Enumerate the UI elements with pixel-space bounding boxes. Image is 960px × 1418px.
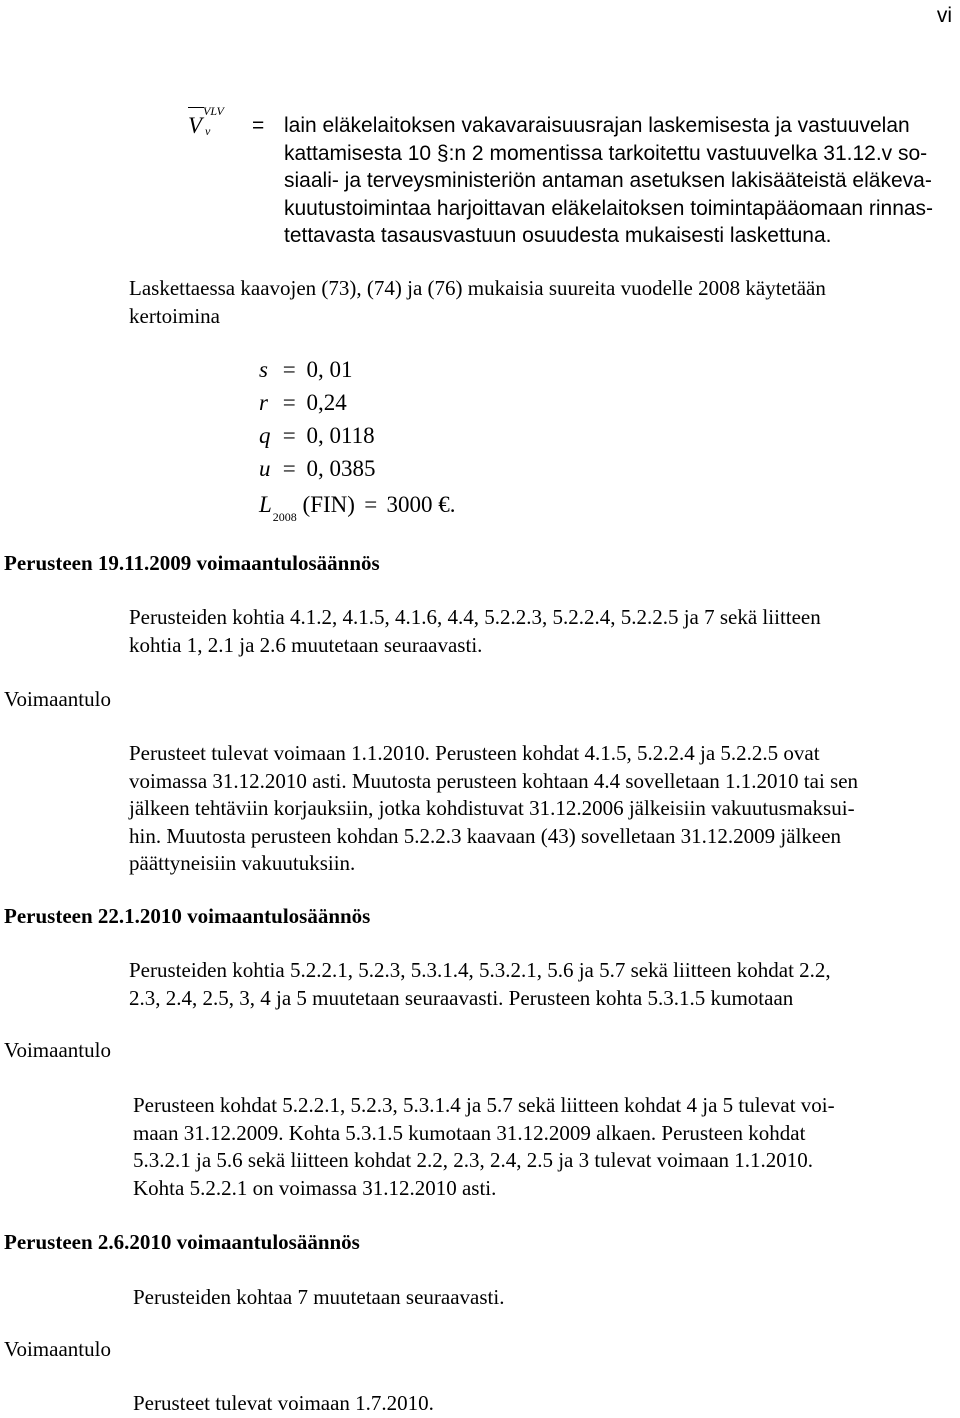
section-paragraph bbox=[133, 1092, 835, 1202]
paragraph-line: Perusteet tulevat voimaan 1.7.2010. bbox=[133, 1391, 434, 1415]
side-label-voimaantulo: Voimaantulo bbox=[4, 1337, 111, 1361]
definition-symbol bbox=[186, 104, 234, 144]
symbol-subscript: v bbox=[205, 124, 211, 138]
paragraph-line: Perusteiden kohtia 4.1.2, 4.1.5, 4.1.6, 4.4, 5.2.2.3, 5.2.2.4, 5.2.2.5 ja 7 sekä liitteen bbox=[129, 605, 821, 629]
paragraph-line: 2.3, 2.4, 2.5, 3, 4 ja 5 muutetaan seuraavasti. Perusteen kohta 5.3.1.5 kumotaan bbox=[129, 985, 794, 1010]
symbol-superscript: VLV bbox=[203, 104, 224, 118]
overline-bar bbox=[188, 107, 204, 108]
paragraph-line: hin. Muutosta perusteen kohdan 5.2.2.3 kaavaan (43) sovelletaan 31.12.2009 jälkeen bbox=[129, 823, 842, 848]
equals-sign: = bbox=[252, 114, 265, 137]
coefficient-q: q = 0, 0118 bbox=[259, 423, 375, 448]
section-heading: Perusteen 19.11.2009 voimaantulosäännös bbox=[4, 551, 380, 575]
coefficient-u: u = 0, 0385 bbox=[259, 456, 376, 481]
paragraph-line: maan 31.12.2009. Kohta 5.3.1.5 kumotaan 31.12.2009 alkaen. Perusteen kohdat bbox=[133, 1120, 806, 1145]
definition-line: kattamisesta 10 §:n 2 momentissa tarkoitettu vastuuvelka 31.12.v so- bbox=[284, 141, 928, 165]
page-number: vi bbox=[936, 4, 952, 27]
section-paragraph bbox=[129, 604, 821, 659]
section-heading: Perusteen 22.1.2010 voimaantulosäännös bbox=[4, 904, 371, 928]
definition-line: lain eläkelaitoksen vakavaraisuusrajan laskemisesta ja vastuuvelan bbox=[284, 114, 910, 137]
paragraph-line: Perusteiden kohtia 5.2.2.1, 5.2.3, 5.3.1.4, 5.3.2.1, 5.6 ja 5.7 sekä liitteen kohdat 2.2, bbox=[129, 958, 831, 982]
definition-line: kuutustoimintaa harjoittavan eläkelaitoksen toimintapääomaan rinnas- bbox=[284, 196, 934, 220]
paragraph-line: voimassa 31.12.2010 asti. Muutosta perusteen kohtaan 4.4 sovelletaan 1.1.2010 tai sen bbox=[129, 768, 859, 793]
definition-line: siaali- ja terveysministeriön antaman asetuksen lakisääteistä eläkeva- bbox=[284, 169, 932, 192]
coefficient-r: r = 0,24 bbox=[259, 390, 347, 415]
intro-line: kertoimina bbox=[129, 303, 220, 328]
paragraph-line: kohtia 1, 2.1 ja 2.6 muutetaan seuraavasti. bbox=[129, 632, 483, 657]
section-paragraph bbox=[129, 957, 831, 1012]
section-paragraph bbox=[129, 740, 858, 878]
paragraph-line: päättyneisiin vakuutuksiin. bbox=[129, 851, 356, 875]
section-heading: Perusteen 2.6.2010 voimaantulosäännös bbox=[4, 1230, 360, 1254]
paragraph-line: 5.3.2.1 ja 5.6 sekä liitteen kohdat 2.2, 2.3, 2.4, 2.5 ja 3 tulevat voimaan 1.1.2010. bbox=[133, 1148, 814, 1172]
paragraph-line: jälkeen tehtäviin korjauksiin, jotka kohdistuvat 31.12.2006 jälkeisiin vakuutusmaksui- bbox=[129, 796, 855, 820]
intro-line: Laskettaessa kaavojen (73), (74) ja (76) mukaisia suureita vuodelle 2008 käytetään bbox=[129, 276, 826, 300]
symbol-base: V bbox=[188, 113, 203, 138]
paragraph-line: Perusteiden kohtaa 7 muutetaan seuraavasti. bbox=[133, 1285, 505, 1309]
definition-text bbox=[284, 112, 933, 250]
section-paragraph bbox=[133, 1390, 434, 1418]
definition-line: tettavasta tasausvastuun osuudesta mukaisesti laskettuna. bbox=[284, 224, 832, 247]
section-paragraph bbox=[133, 1284, 504, 1312]
side-label-voimaantulo: Voimaantulo bbox=[4, 687, 111, 711]
paragraph-line: Perusteet tulevat voimaan 1.1.2010. Perusteen kohdat 4.1.5, 5.2.2.4 ja 5.2.2.5 ovat bbox=[129, 741, 820, 765]
side-label-voimaantulo: Voimaantulo bbox=[4, 1038, 111, 1062]
intro-paragraph bbox=[129, 275, 826, 330]
paragraph-line: Perusteen kohdat 5.2.2.1, 5.2.3, 5.3.1.4 ja 5.7 sekä liitteen kohdat 4 ja 5 tulevat voi- bbox=[133, 1093, 835, 1117]
paragraph-line: Kohta 5.2.2.1 on voimassa 31.12.2010 asti. bbox=[133, 1175, 497, 1200]
coefficient-s: s = 0, 01 bbox=[259, 357, 353, 382]
coefficient-l2008: $L_{2008}$ (FIN) = 3000 €. bbox=[259, 492, 456, 524]
